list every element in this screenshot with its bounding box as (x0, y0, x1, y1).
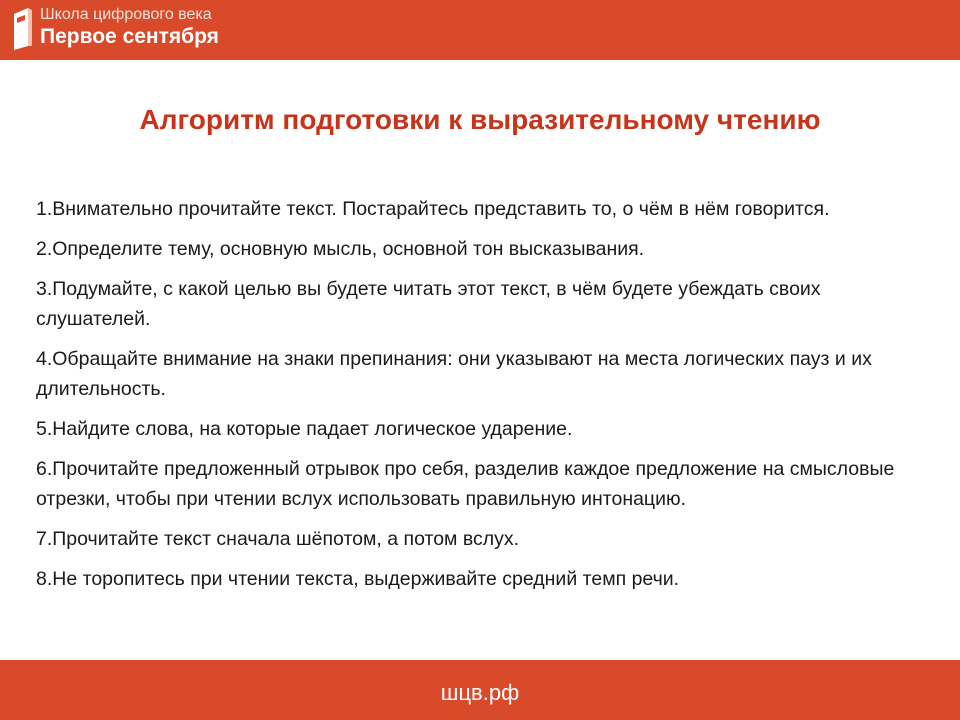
brand-subtitle: Школа цифрового века (40, 6, 212, 23)
list-item: 8.Не торопитесь при чтении текста, выдерживайте средний темп речи. (36, 568, 680, 590)
header-bar (0, 0, 960, 60)
list-item: 4.Обращайте внимание на знаки препинания: они указывают на места логических пауз и их длительность. (36, 348, 872, 400)
slide-title: Алгоритм подготовки к выразительному чтению (139, 104, 821, 135)
list-item: 7.Прочитайте текст сначала шёпотом, а потом вслух. (36, 528, 520, 550)
footer-site-link[interactable]: шцв.рф (440, 680, 520, 705)
list-item: 5.Найдите слова, на которые падает логическое ударение. (36, 418, 573, 440)
list-item: 2.Определите тему, основную мысль, основной тон высказывания. (36, 238, 645, 260)
book-logo-icon (10, 6, 34, 52)
list-item: 1.Внимательно прочитайте текст. Постарайтесь представить то, о чём в нём говорится. (36, 198, 830, 220)
list-item: 6.Прочитайте предложенный отрывок про себя, разделив каждое предложение на смысловые отрезки, чтобы при чтении вслух использовать правильную интонацию. (36, 458, 895, 510)
brand-name: Первое сентября (40, 25, 219, 48)
list-item: 3.Подумайте, с какой целью вы будете читать этот текст, в чём будете убеждать своих слушателей. (36, 278, 821, 330)
steps-list (36, 194, 936, 604)
